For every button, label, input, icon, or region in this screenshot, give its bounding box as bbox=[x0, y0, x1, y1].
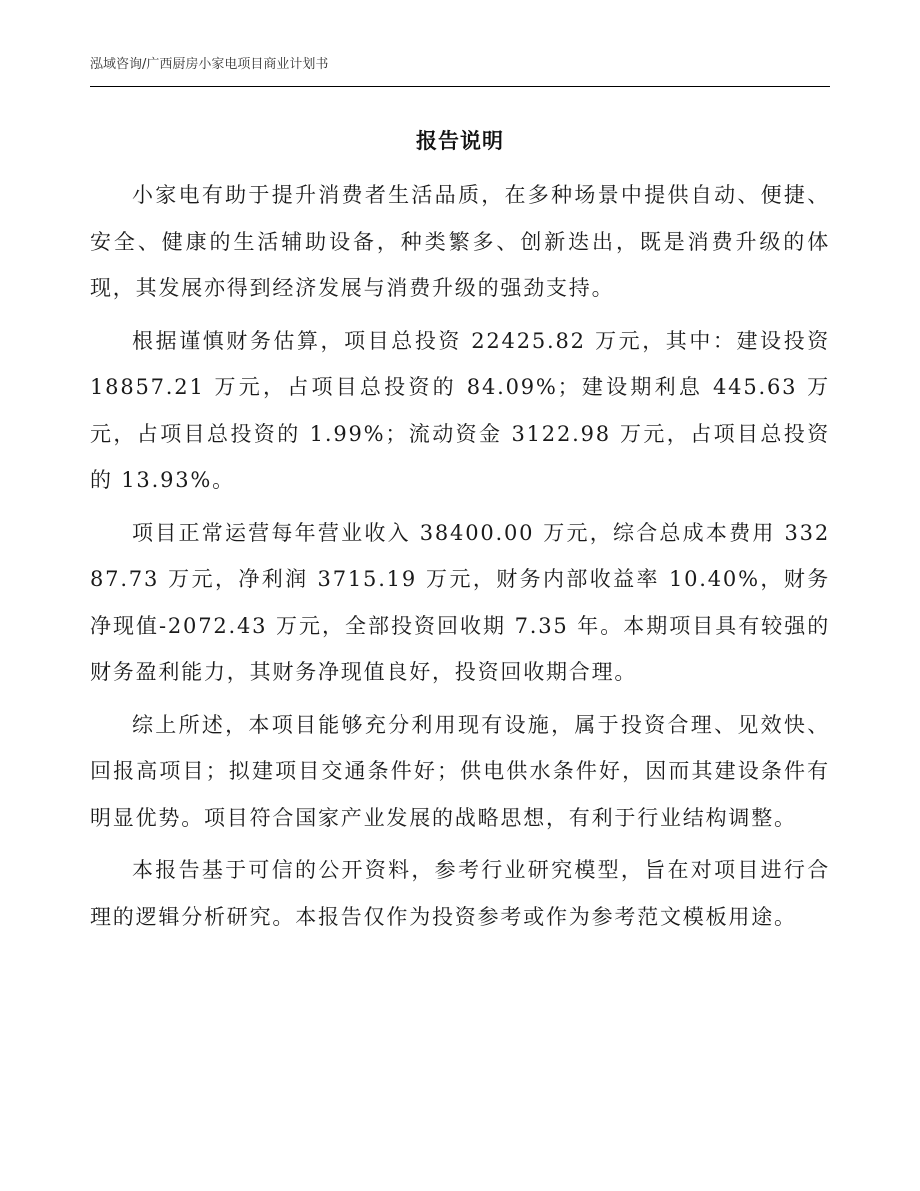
paragraph-investment: 根据谨慎财务估算，项目总投资 22425.82 万元，其中：建设投资 18857.21 万元，占项目总投资的 84.09%；建设期利息 445.63 万元，占项目总投资的 1.99%；流动资金 3122.98 万元，占项目总投资的 13.93%。 bbox=[90, 328, 830, 492]
paragraph-summary: 综上所述，本项目能够充分利用现有设施，属于投资合理、见效快、回报高项目；拟建项目交通条件好；供电供水条件好，因而其建设条件有明显优势。项目符合国家产业发展的战略思想，有利于行业结构调整。 bbox=[90, 712, 830, 830]
paragraph-disclaimer: 本报告基于可信的公开资料，参考行业研究模型，旨在对项目进行合理的逻辑分析研究。本报告仅作为投资参考或作为参考范文模板用途。 bbox=[90, 858, 830, 929]
page-title: 报告说明 bbox=[416, 129, 504, 153]
paragraph-financials: 项目正常运营每年营业收入 38400.00 万元，综合总成本费用 33287.73 万元，净利润 3715.19 万元，财务内部收益率 10.40%，财务净现值-2072.43 万元，全部投资回收期 7.35 年。本期项目具有较强的财务盈利能力，其财务净现值良好，投资回收期合理。 bbox=[90, 520, 830, 684]
document-body bbox=[90, 172, 830, 946]
paragraph-intro: 小家电有助于提升消费者生活品质，在多种场景中提供自动、便捷、安全、健康的生活辅助设备，种类繁多、创新迭出，既是消费升级的体现，其发展亦得到经济发展与消费升级的强劲支持。 bbox=[90, 183, 830, 300]
running-header: 泓域咨询/广西厨房小家电项目商业计划书 bbox=[90, 57, 329, 72]
header-divider bbox=[90, 86, 830, 87]
